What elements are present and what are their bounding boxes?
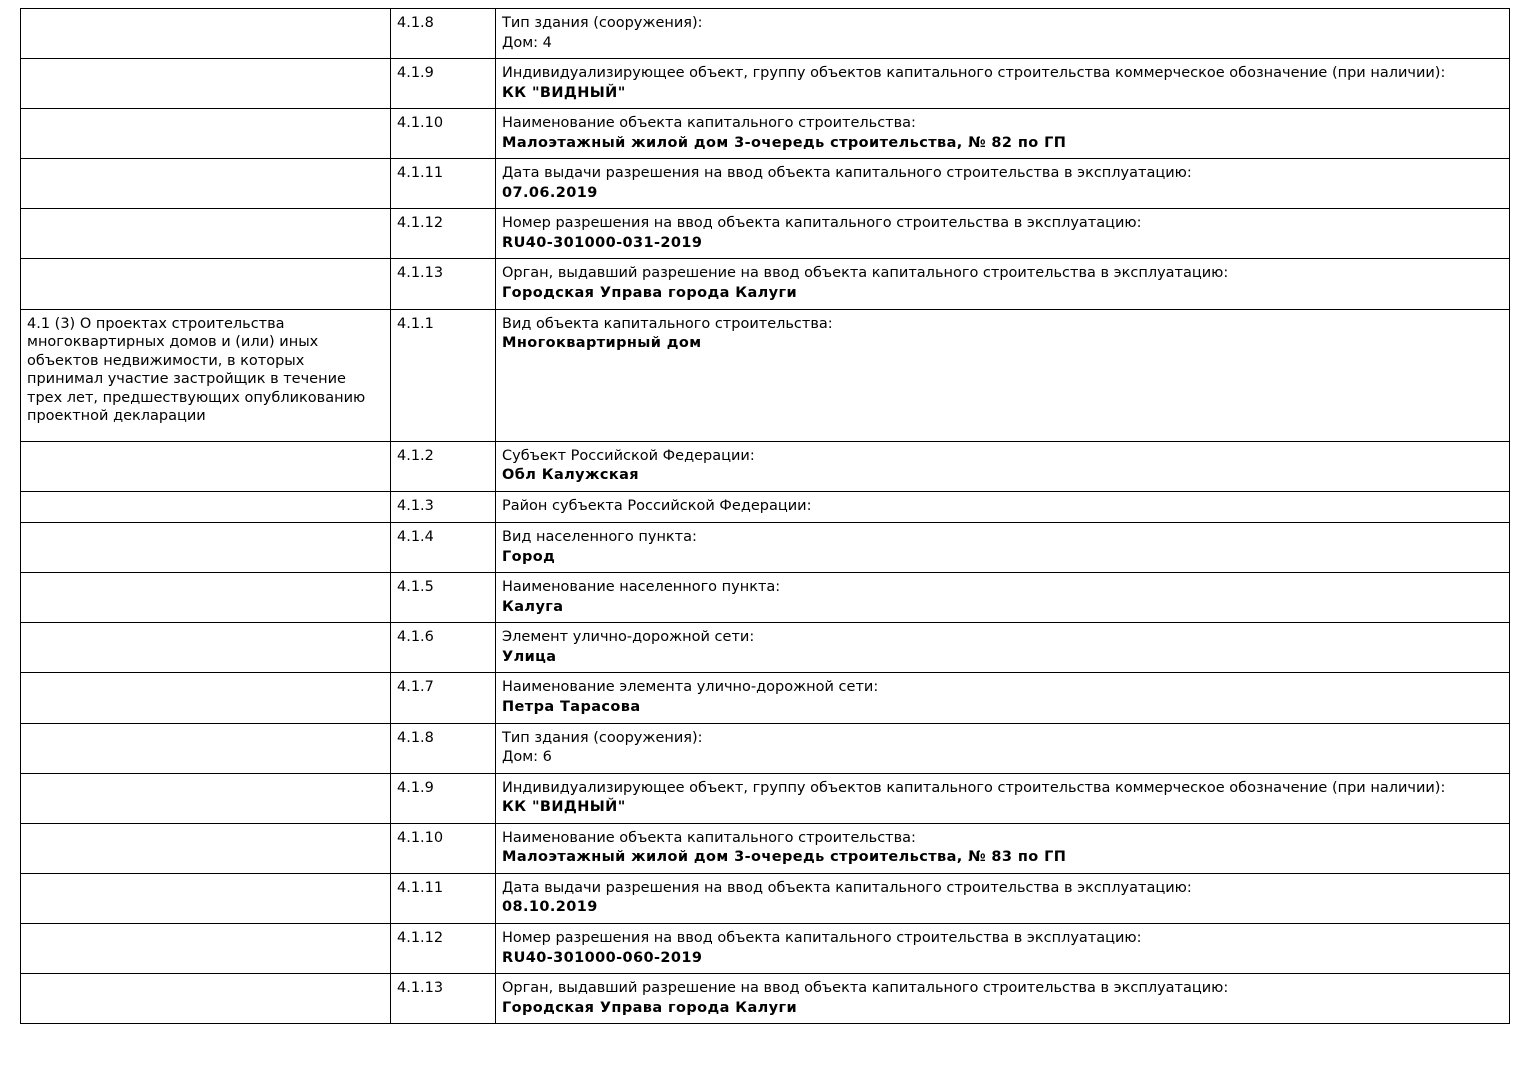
- section-cell-empty: [21, 673, 391, 723]
- row-label: Тип здания (сооружения):: [502, 15, 703, 31]
- row-content: [496, 873, 1510, 923]
- row-content: [496, 773, 1510, 823]
- row-label: Элемент улично-дорожной сети:: [502, 629, 755, 646]
- row-content: [496, 723, 1510, 773]
- table-row: [21, 59, 1510, 109]
- row-number: 4.1.12: [391, 923, 496, 973]
- section-cell-empty: [21, 9, 391, 59]
- table-row: [21, 773, 1510, 823]
- row-label: Орган, выдавший разрешение на ввод объекта капитального строительства в эксплуатацию:: [502, 980, 1229, 997]
- row-content: [496, 974, 1510, 1024]
- row-label: Индивидуализирующее объект, группу объектов капитального строительства коммерческое обозначение (при наличии):: [502, 65, 1446, 82]
- row-content: [496, 573, 1510, 623]
- row-number: 4.1.10: [391, 109, 496, 159]
- row-content: [496, 159, 1510, 209]
- table-row-section-start: [21, 309, 1510, 441]
- table-row: [21, 623, 1510, 673]
- row-number: 4.1.7: [391, 673, 496, 723]
- row-value: Многоквартирный дом: [502, 335, 702, 352]
- row-label: Субъект Российской Федерации:: [502, 447, 755, 464]
- section-cell-empty: [21, 823, 391, 873]
- section-cell-empty: [21, 159, 391, 209]
- row-value: Городская Управа города Калуги: [502, 999, 798, 1016]
- table-row: [21, 491, 1510, 523]
- row-number: 4.1.10: [391, 823, 496, 873]
- table-row: [21, 573, 1510, 623]
- row-number: 4.1.3: [391, 491, 496, 523]
- row-value: Дом: 4: [502, 34, 552, 51]
- table-row: [21, 723, 1510, 773]
- row-number: 4.1.11: [391, 159, 496, 209]
- row-number: 4.1.13: [391, 259, 496, 309]
- row-value: Петра Тарасова: [502, 699, 641, 716]
- row-label: Дата выдачи разрешения на ввод объекта капитального строительства в эксплуатацию:: [502, 879, 1192, 896]
- row-value: Город: [502, 548, 556, 565]
- row-content: [496, 623, 1510, 673]
- row-label: Номер разрешения на ввод объекта капитального строительства в эксплуатацию:: [502, 215, 1142, 232]
- section-cell-empty: [21, 573, 391, 623]
- row-value: Обл Калужская: [502, 467, 639, 484]
- declaration-table: [20, 8, 1510, 1024]
- row-content: [496, 823, 1510, 873]
- row-label: Наименование населенного пункта:: [502, 579, 781, 596]
- row-value: КК "ВИДНЫЙ": [502, 84, 626, 101]
- row-number: 4.1.5: [391, 573, 496, 623]
- section-cell-empty: [21, 441, 391, 491]
- row-label: Орган, выдавший разрешение на ввод объекта капитального строительства в эксплуатацию:: [502, 265, 1229, 282]
- table-row: [21, 209, 1510, 259]
- table-row: [21, 873, 1510, 923]
- section-cell-empty: [21, 523, 391, 573]
- row-label: Дата выдачи разрешения на ввод объекта капитального строительства в эксплуатацию:: [502, 165, 1192, 182]
- row-number: 4.1.6: [391, 623, 496, 673]
- row-value: 08.10.2019: [502, 899, 598, 916]
- row-content: [496, 923, 1510, 973]
- table-row: [21, 823, 1510, 873]
- row-value: КК "ВИДНЫЙ": [502, 799, 626, 816]
- row-value: Улица: [502, 648, 557, 665]
- section-title-cell: 4.1 (3) О проектах строительства многоквартирных домов и (или) иных объектов недвижимости, в которых принимал участие застройщик в течение трех лет, предшествующих опубликованию проектной декларации: [21, 309, 391, 441]
- row-content: [496, 309, 1510, 441]
- row-label: Индивидуализирующее объект, группу объектов капитального строительства коммерческое обозначение (при наличии):: [502, 779, 1446, 796]
- section-cell-empty: [21, 59, 391, 109]
- row-number: 4.1.1: [391, 309, 496, 441]
- row-content: [496, 491, 1510, 523]
- row-value: Дом: 6: [502, 749, 552, 766]
- row-value: 07.06.2019: [502, 184, 598, 201]
- section-cell-empty: [21, 109, 391, 159]
- table-row: [21, 523, 1510, 573]
- row-content: [496, 209, 1510, 259]
- section-cell-empty: [21, 723, 391, 773]
- table-row: [21, 109, 1510, 159]
- row-label: Наименование элемента улично-дорожной сети:: [502, 679, 879, 696]
- row-content: [496, 523, 1510, 573]
- row-label: Район субъекта Российской Федерации:: [502, 497, 812, 514]
- row-value: RU40-301000-031-2019: [502, 234, 703, 251]
- row-content: [496, 259, 1510, 309]
- section-cell-empty: [21, 259, 391, 309]
- row-label: Наименование объекта капитального строительства:: [502, 115, 916, 132]
- row-value: RU40-301000-060-2019: [502, 949, 703, 966]
- section-cell-empty: [21, 773, 391, 823]
- row-number: 4.1.8: [391, 9, 496, 59]
- row-number: 4.1.4: [391, 523, 496, 573]
- row-label: Вид объекта капитального строительства:: [502, 315, 833, 332]
- table-row: [21, 259, 1510, 309]
- row-number: 4.1.2: [391, 441, 496, 491]
- section-cell-empty: [21, 974, 391, 1024]
- row-number: 4.1.9: [391, 59, 496, 109]
- row-value: Малоэтажный жилой дом 3-очередь строительства, № 83 по ГП: [502, 849, 1067, 866]
- section-cell-empty: [21, 623, 391, 673]
- row-label: Вид населенного пункта:: [502, 529, 697, 546]
- row-number: 4.1.9: [391, 773, 496, 823]
- table-row: [21, 673, 1510, 723]
- row-content: [496, 441, 1510, 491]
- section-cell-empty: [21, 873, 391, 923]
- table-row: [21, 974, 1510, 1024]
- row-content: [496, 59, 1510, 109]
- row-number: 4.1.13: [391, 974, 496, 1024]
- row-label: Наименование объекта капитального строительства:: [502, 829, 916, 846]
- section-cell-empty: [21, 491, 391, 523]
- row-value: Городская Управа города Калуги: [502, 285, 798, 302]
- table-row: [21, 9, 1510, 59]
- section-cell-empty: [21, 923, 391, 973]
- row-value: Малоэтажный жилой дом 3-очередь строительства, № 82 по ГП: [502, 134, 1067, 151]
- table-row: [21, 923, 1510, 973]
- row-label: Тип здания (сооружения):: [502, 729, 703, 746]
- row-number: 4.1.8: [391, 723, 496, 773]
- row-number: 4.1.11: [391, 873, 496, 923]
- table-row: [21, 159, 1510, 209]
- table-body: [21, 9, 1510, 1024]
- row-label: Номер разрешения на ввод объекта капитального строительства в эксплуатацию:: [502, 929, 1142, 946]
- section-cell-empty: [21, 209, 391, 259]
- table-row: [21, 441, 1510, 491]
- row-content: [496, 673, 1510, 723]
- row-content: [496, 109, 1510, 159]
- row-number: 4.1.12: [391, 209, 496, 259]
- row-content: [496, 9, 1510, 59]
- row-value: Калуга: [502, 598, 564, 615]
